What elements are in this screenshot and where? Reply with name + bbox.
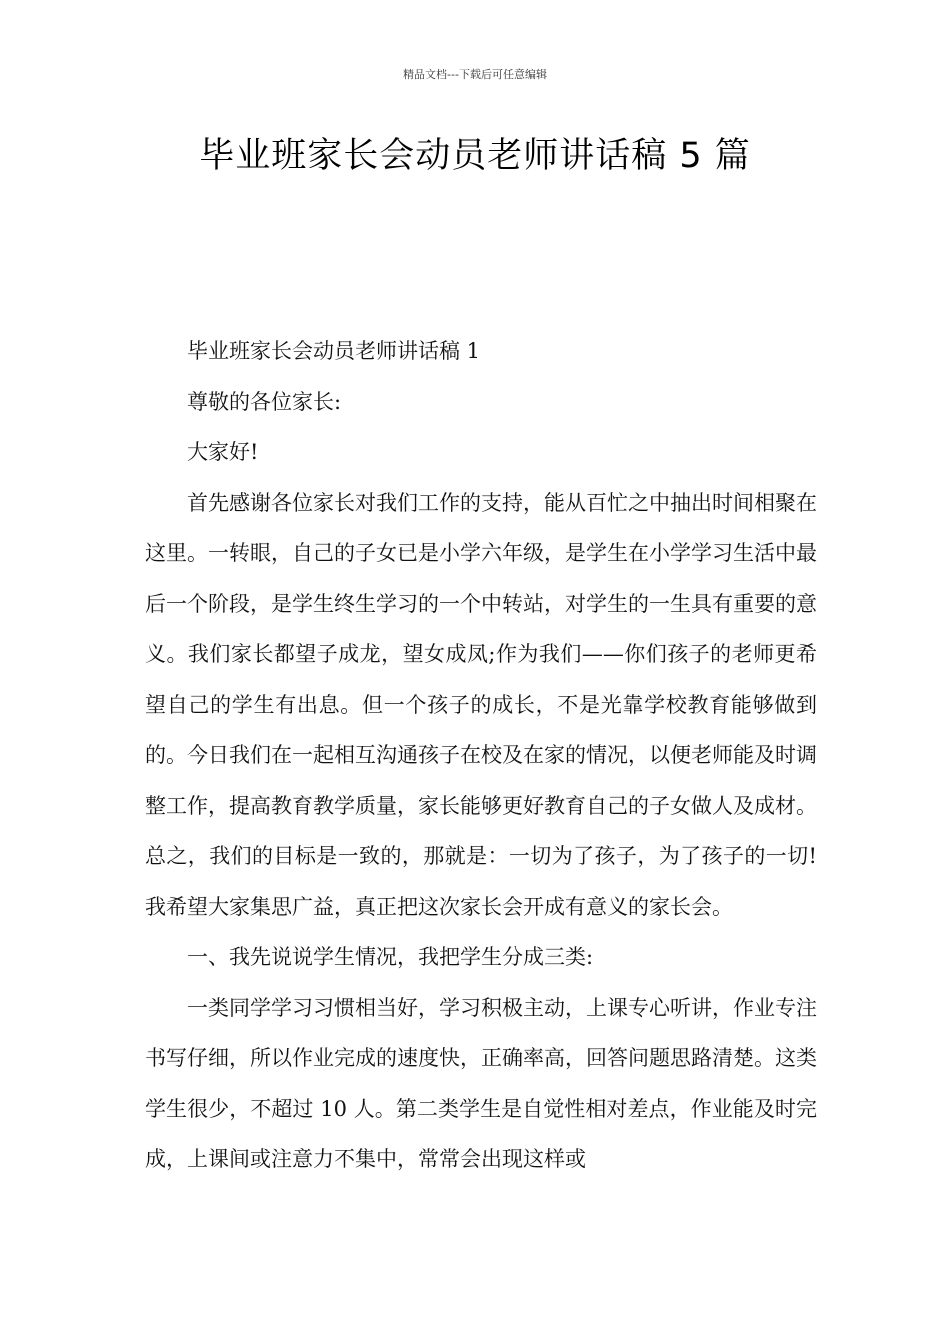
salutation: 尊敬的各位家长:: [187, 389, 342, 414]
section-heading: 毕业班家长会动员老师讲话稿 1: [187, 339, 481, 363]
greeting: 大家好!: [187, 440, 259, 464]
document-body: [145, 326, 817, 1185]
body-paragraph: 首先感谢各位家长对我们工作的支持，能从百忙之中抽出时间相聚在这里。一转眼，自己的子女已是小学六年级，是学生在小学学习生活中最后一个阶段，是学生终生学习的一个中转站，对学生的一生具有重要的意义。我们家长都望子成龙，望女成凤;作为我们——你们孩子的老师更希望自己的学生有出息。但一个孩子的成长，不是光靠学校教育能够做到的。今日我们在一起相互沟通孩子在校及在家的情况，以便老师能及时调整工作，提高教育教学质量，家长能够更好教育自己的子女做人及成材。总之，我们的目标是一致的，那就是：一切为了孩子，为了孩子的一切!我希望大家集思广益，真正把这次家长会开成有意义的家长会。: [145, 490, 817, 919]
header-note: 精品文档---下载后可任意编辑: [403, 68, 547, 81]
body-paragraph: 一、我先说说学生情况，我把学生分成三类:: [187, 945, 594, 969]
body-paragraph: 一类同学学习习惯相当好，学习积极主动，上课专心听讲，作业专注书写仔细，所以作业完成的速度快，正确率高，回答问题思路清楚。这类学生很少，不超过 10 人。第二类学生是自觉性相对差点，作业能及时完成，上课间或注意力不集中，常常会出现这样或: [145, 995, 817, 1171]
document-title: 毕业班家长会动员老师讲话稿 5 篇: [199, 136, 751, 176]
